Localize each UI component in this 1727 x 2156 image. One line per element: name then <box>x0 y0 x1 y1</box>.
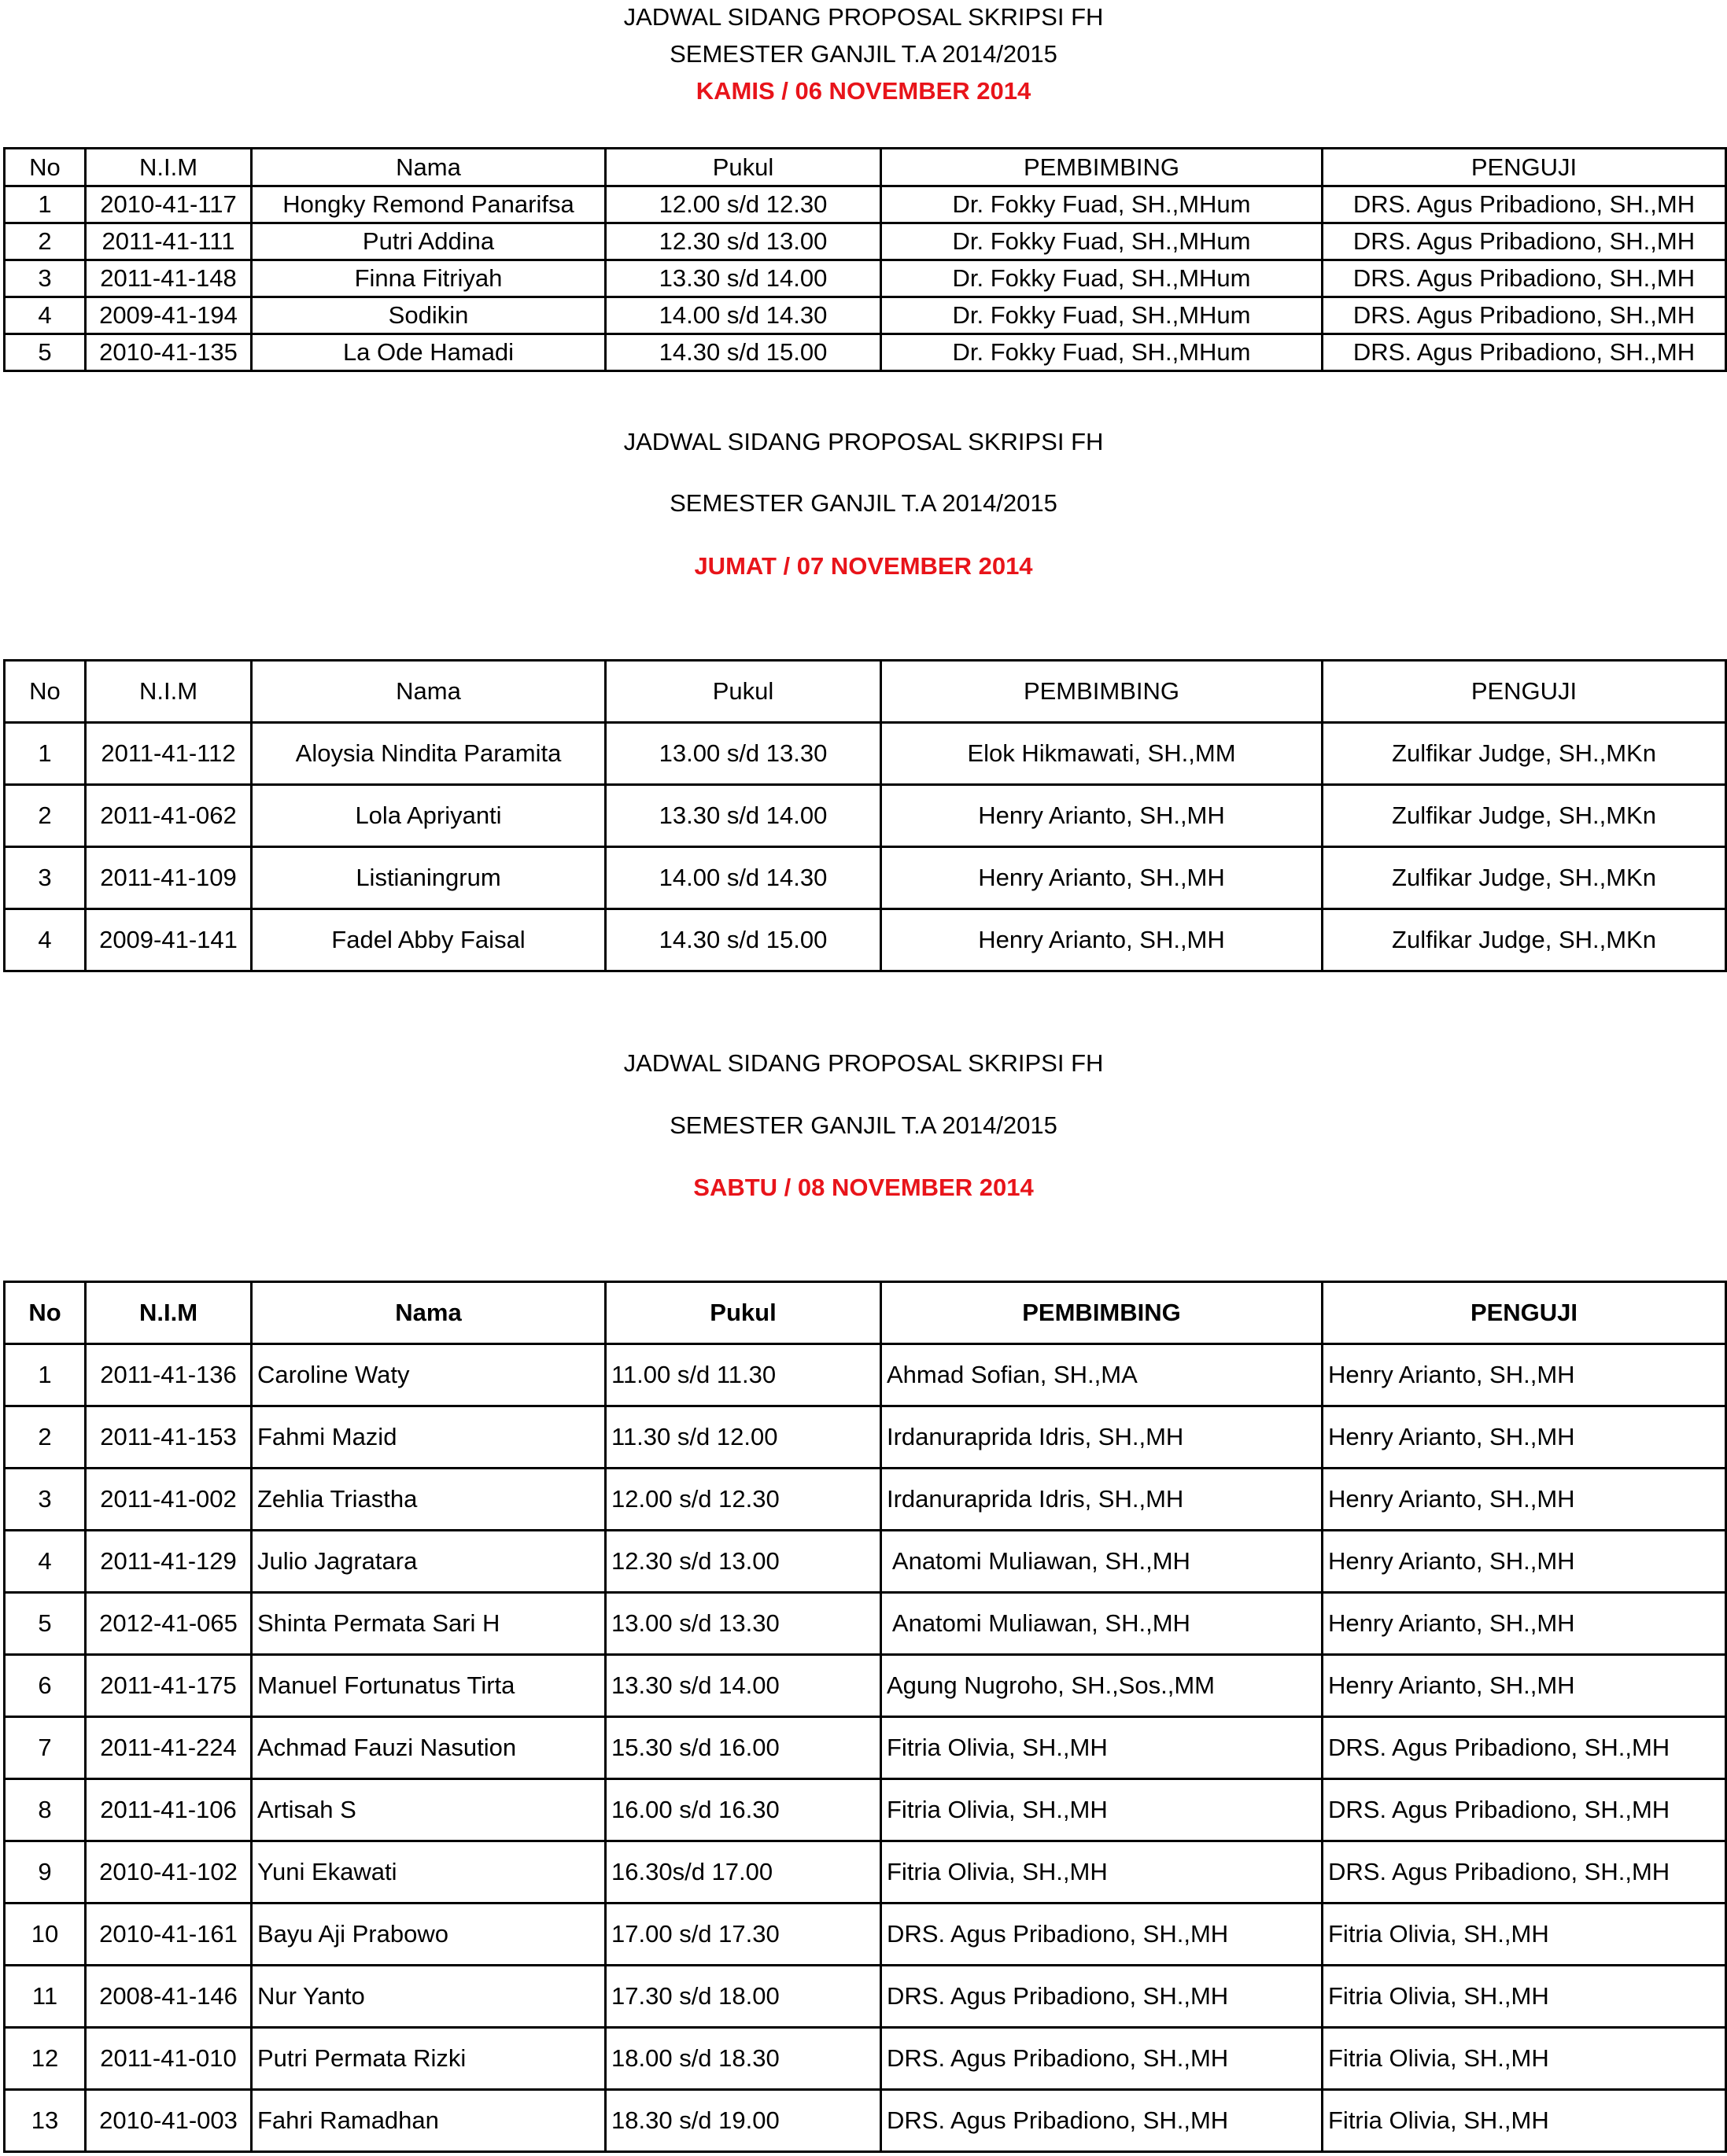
col-header-pukul: Pukul <box>606 1282 881 1344</box>
col-header-nim: N.I.M <box>86 1282 252 1344</box>
cell-pukul: 13.30 s/d 14.00 <box>606 1655 881 1717</box>
cell-pembimbing: Dr. Fokky Fuad, SH.,MHum <box>881 297 1323 334</box>
cell-nim: 2011-41-010 <box>86 2028 252 2090</box>
cell-nim: 2010-41-003 <box>86 2090 252 2152</box>
cell-no: 1 <box>5 1344 86 1406</box>
cell-pukul: 18.30 s/d 19.00 <box>606 2090 881 2152</box>
cell-nama: Hongky Remond Panarifsa <box>252 186 606 223</box>
cell-nim: 2011-41-148 <box>86 260 252 297</box>
cell-nama: Nur Yanto <box>252 1966 606 2028</box>
section-title: JADWAL SIDANG PROPOSAL SKRIPSI FH <box>623 1049 1104 1077</box>
cell-nama: Fahmi Mazid <box>252 1406 606 1469</box>
cell-no: 7 <box>5 1717 86 1779</box>
table-row <box>5 1841 1726 1904</box>
col-header-nim: N.I.M <box>86 661 252 723</box>
cell-no: 1 <box>5 186 86 223</box>
section-semester: SEMESTER GANJIL T.A 2014/2015 <box>670 1111 1057 1139</box>
cell-no: 11 <box>5 1966 86 2028</box>
col-header-no: No <box>5 1282 86 1344</box>
cell-penguji: Fitria Olivia, SH.,MH <box>1323 2090 1726 2152</box>
cell-penguji: DRS. Agus Pribadiono, SH.,MH <box>1323 297 1726 334</box>
cell-pukul: 13.30 s/d 14.00 <box>606 260 881 297</box>
schedule-table <box>3 147 1727 372</box>
col-header-pembimbing: PEMBIMBING <box>881 1282 1323 1344</box>
cell-nim: 2011-41-111 <box>86 223 252 260</box>
table-row <box>5 2028 1726 2090</box>
section-date: KAMIS / 06 NOVEMBER 2014 <box>696 77 1031 105</box>
col-header-no: No <box>5 149 86 186</box>
section-date: JUMAT / 07 NOVEMBER 2014 <box>694 552 1033 580</box>
cell-penguji: Zulfikar Judge, SH.,MKn <box>1323 909 1726 971</box>
col-header-nim: N.I.M <box>86 149 252 186</box>
cell-pukul: 11.30 s/d 12.00 <box>606 1406 881 1469</box>
cell-pembimbing: Dr. Fokky Fuad, SH.,MHum <box>881 223 1323 260</box>
col-header-penguji: PENGUJI <box>1323 149 1726 186</box>
cell-pembimbing: Anatomi Muliawan, SH.,MH <box>881 1593 1323 1655</box>
table-row <box>5 1904 1726 1966</box>
cell-nama: Achmad Fauzi Nasution <box>252 1717 606 1779</box>
cell-pembimbing: DRS. Agus Pribadiono, SH.,MH <box>881 1904 1323 1966</box>
table-row <box>5 297 1726 334</box>
cell-penguji: Zulfikar Judge, SH.,MKn <box>1323 723 1726 785</box>
cell-no: 5 <box>5 334 86 371</box>
cell-penguji: Fitria Olivia, SH.,MH <box>1323 1904 1726 1966</box>
cell-no: 4 <box>5 909 86 971</box>
table-header-row <box>5 1282 1726 1344</box>
col-header-nama: Nama <box>252 661 606 723</box>
cell-nim: 2011-41-106 <box>86 1779 252 1841</box>
table-header-row <box>5 149 1726 186</box>
cell-penguji: DRS. Agus Pribadiono, SH.,MH <box>1323 223 1726 260</box>
cell-pembimbing: Henry Arianto, SH.,MH <box>881 909 1323 971</box>
cell-nama: Julio Jagratara <box>252 1531 606 1593</box>
cell-penguji: Henry Arianto, SH.,MH <box>1323 1655 1726 1717</box>
cell-nama: Manuel Fortunatus Tirta <box>252 1655 606 1717</box>
cell-no: 3 <box>5 847 86 909</box>
cell-pembimbing: Irdanuraprida Idris, SH.,MH <box>881 1406 1323 1469</box>
table-row <box>5 186 1726 223</box>
cell-nim: 2011-41-153 <box>86 1406 252 1469</box>
cell-no: 8 <box>5 1779 86 1841</box>
cell-nama: Lola Apriyanti <box>252 785 606 847</box>
cell-nim: 2010-41-135 <box>86 334 252 371</box>
cell-pukul: 16.30s/d 17.00 <box>606 1841 881 1904</box>
cell-nim: 2011-41-129 <box>86 1531 252 1593</box>
cell-no: 9 <box>5 1841 86 1904</box>
table-row <box>5 1717 1726 1779</box>
table-row <box>5 260 1726 297</box>
cell-nama: Listianingrum <box>252 847 606 909</box>
cell-pukul: 13.30 s/d 14.00 <box>606 785 881 847</box>
cell-penguji: Zulfikar Judge, SH.,MKn <box>1323 847 1726 909</box>
table-row <box>5 1531 1726 1593</box>
cell-no: 4 <box>5 297 86 334</box>
table-row <box>5 1344 1726 1406</box>
cell-nim: 2010-41-117 <box>86 186 252 223</box>
cell-penguji: Henry Arianto, SH.,MH <box>1323 1531 1726 1593</box>
cell-nim: 2009-41-194 <box>86 297 252 334</box>
cell-penguji: DRS. Agus Pribadiono, SH.,MH <box>1323 334 1726 371</box>
section-title: JADWAL SIDANG PROPOSAL SKRIPSI FH <box>623 3 1104 31</box>
cell-pembimbing: Fitria Olivia, SH.,MH <box>881 1779 1323 1841</box>
cell-nim: 2012-41-065 <box>86 1593 252 1655</box>
cell-no: 12 <box>5 2028 86 2090</box>
cell-pembimbing: Fitria Olivia, SH.,MH <box>881 1841 1323 1904</box>
cell-penguji: DRS. Agus Pribadiono, SH.,MH <box>1323 1779 1726 1841</box>
cell-pukul: 14.30 s/d 15.00 <box>606 909 881 971</box>
cell-pukul: 13.00 s/d 13.30 <box>606 723 881 785</box>
table-row <box>5 1966 1726 2028</box>
cell-pukul: 18.00 s/d 18.30 <box>606 2028 881 2090</box>
cell-nim: 2011-41-136 <box>86 1344 252 1406</box>
table-row <box>5 847 1726 909</box>
cell-nama: Fahri Ramadhan <box>252 2090 606 2152</box>
col-header-nama: Nama <box>252 149 606 186</box>
cell-no: 1 <box>5 723 86 785</box>
cell-nama: Yuni Ekawati <box>252 1841 606 1904</box>
schedule-table <box>3 659 1727 972</box>
cell-no: 2 <box>5 223 86 260</box>
table-row <box>5 1593 1726 1655</box>
table-row <box>5 723 1726 785</box>
cell-no: 3 <box>5 1469 86 1531</box>
col-header-no: No <box>5 661 86 723</box>
cell-no: 13 <box>5 2090 86 2152</box>
cell-pembimbing: DRS. Agus Pribadiono, SH.,MH <box>881 2090 1323 2152</box>
cell-pembimbing: Dr. Fokky Fuad, SH.,MHum <box>881 260 1323 297</box>
table-row <box>5 909 1726 971</box>
schedule-table <box>3 1281 1727 2153</box>
cell-nim: 2009-41-141 <box>86 909 252 971</box>
cell-pembimbing: Irdanuraprida Idris, SH.,MH <box>881 1469 1323 1531</box>
cell-no: 10 <box>5 1904 86 1966</box>
col-header-penguji: PENGUJI <box>1323 661 1726 723</box>
cell-nim: 2011-41-062 <box>86 785 252 847</box>
cell-pukul: 12.00 s/d 12.30 <box>606 1469 881 1531</box>
col-header-pukul: Pukul <box>606 149 881 186</box>
cell-nim: 2010-41-161 <box>86 1904 252 1966</box>
section-semester: SEMESTER GANJIL T.A 2014/2015 <box>670 489 1057 517</box>
section-date: SABTU / 08 NOVEMBER 2014 <box>693 1174 1034 1201</box>
cell-pukul: 17.30 s/d 18.00 <box>606 1966 881 2028</box>
cell-pukul: 15.30 s/d 16.00 <box>606 1717 881 1779</box>
cell-nama: Bayu Aji Prabowo <box>252 1904 606 1966</box>
table-row <box>5 334 1726 371</box>
cell-penguji: Henry Arianto, SH.,MH <box>1323 1469 1726 1531</box>
cell-no: 6 <box>5 1655 86 1717</box>
table-row <box>5 1779 1726 1841</box>
cell-nama: La Ode Hamadi <box>252 334 606 371</box>
cell-pukul: 12.30 s/d 13.00 <box>606 223 881 260</box>
col-header-penguji: PENGUJI <box>1323 1282 1726 1344</box>
cell-nim: 2011-41-109 <box>86 847 252 909</box>
cell-nim: 2011-41-002 <box>86 1469 252 1531</box>
cell-pembimbing: Henry Arianto, SH.,MH <box>881 785 1323 847</box>
cell-pembimbing: Ahmad Sofian, SH.,MA <box>881 1344 1323 1406</box>
cell-nama: Caroline Waty <box>252 1344 606 1406</box>
table-header-row <box>5 661 1726 723</box>
col-header-nama: Nama <box>252 1282 606 1344</box>
table-row <box>5 2090 1726 2152</box>
cell-penguji: Fitria Olivia, SH.,MH <box>1323 2028 1726 2090</box>
cell-pembimbing: Henry Arianto, SH.,MH <box>881 847 1323 909</box>
cell-pukul: 14.00 s/d 14.30 <box>606 847 881 909</box>
cell-nama: Zehlia Triastha <box>252 1469 606 1531</box>
cell-penguji: DRS. Agus Pribadiono, SH.,MH <box>1323 1717 1726 1779</box>
cell-nama: Fadel Abby Faisal <box>252 909 606 971</box>
cell-nama: Putri Addina <box>252 223 606 260</box>
cell-no: 5 <box>5 1593 86 1655</box>
cell-penguji: DRS. Agus Pribadiono, SH.,MH <box>1323 1841 1726 1904</box>
cell-pukul: 17.00 s/d 17.30 <box>606 1904 881 1966</box>
cell-nama: Shinta Permata Sari H <box>252 1593 606 1655</box>
col-header-pembimbing: PEMBIMBING <box>881 149 1323 186</box>
cell-pukul: 14.00 s/d 14.30 <box>606 297 881 334</box>
cell-pembimbing: Fitria Olivia, SH.,MH <box>881 1717 1323 1779</box>
table-row <box>5 1655 1726 1717</box>
section-semester: SEMESTER GANJIL T.A 2014/2015 <box>670 40 1057 68</box>
cell-pukul: 12.00 s/d 12.30 <box>606 186 881 223</box>
cell-penguji: Henry Arianto, SH.,MH <box>1323 1593 1726 1655</box>
cell-pembimbing: Agung Nugroho, SH.,Sos.,MM <box>881 1655 1323 1717</box>
cell-pukul: 11.00 s/d 11.30 <box>606 1344 881 1406</box>
section-title: JADWAL SIDANG PROPOSAL SKRIPSI FH <box>623 428 1104 455</box>
cell-pembimbing: DRS. Agus Pribadiono, SH.,MH <box>881 2028 1323 2090</box>
col-header-pukul: Pukul <box>606 661 881 723</box>
cell-nim: 2011-41-175 <box>86 1655 252 1717</box>
cell-penguji: Henry Arianto, SH.,MH <box>1323 1344 1726 1406</box>
cell-no: 4 <box>5 1531 86 1593</box>
cell-pukul: 12.30 s/d 13.00 <box>606 1531 881 1593</box>
cell-no: 2 <box>5 785 86 847</box>
cell-nim: 2010-41-102 <box>86 1841 252 1904</box>
cell-pembimbing: Anatomi Muliawan, SH.,MH <box>881 1531 1323 1593</box>
cell-pukul: 13.00 s/d 13.30 <box>606 1593 881 1655</box>
cell-penguji: DRS. Agus Pribadiono, SH.,MH <box>1323 260 1726 297</box>
cell-pembimbing: Elok Hikmawati, SH.,MM <box>881 723 1323 785</box>
table-row <box>5 1469 1726 1531</box>
cell-pembimbing: DRS. Agus Pribadiono, SH.,MH <box>881 1966 1323 2028</box>
cell-nim: 2011-41-112 <box>86 723 252 785</box>
cell-pukul: 14.30 s/d 15.00 <box>606 334 881 371</box>
table-row <box>5 223 1726 260</box>
cell-nim: 2011-41-224 <box>86 1717 252 1779</box>
col-header-pembimbing: PEMBIMBING <box>881 661 1323 723</box>
cell-nama: Finna Fitriyah <box>252 260 606 297</box>
cell-pukul: 16.00 s/d 16.30 <box>606 1779 881 1841</box>
cell-no: 3 <box>5 260 86 297</box>
cell-penguji: Fitria Olivia, SH.,MH <box>1323 1966 1726 2028</box>
table-row <box>5 1406 1726 1469</box>
cell-no: 2 <box>5 1406 86 1469</box>
cell-nama: Sodikin <box>252 297 606 334</box>
cell-nama: Putri Permata Rizki <box>252 2028 606 2090</box>
cell-nim: 2008-41-146 <box>86 1966 252 2028</box>
cell-pembimbing: Dr. Fokky Fuad, SH.,MHum <box>881 334 1323 371</box>
cell-penguji: Zulfikar Judge, SH.,MKn <box>1323 785 1726 847</box>
cell-pembimbing: Dr. Fokky Fuad, SH.,MHum <box>881 186 1323 223</box>
cell-nama: Aloysia Nindita Paramita <box>252 723 606 785</box>
cell-penguji: Henry Arianto, SH.,MH <box>1323 1406 1726 1469</box>
cell-penguji: DRS. Agus Pribadiono, SH.,MH <box>1323 186 1726 223</box>
table-row <box>5 785 1726 847</box>
cell-nama: Artisah S <box>252 1779 606 1841</box>
